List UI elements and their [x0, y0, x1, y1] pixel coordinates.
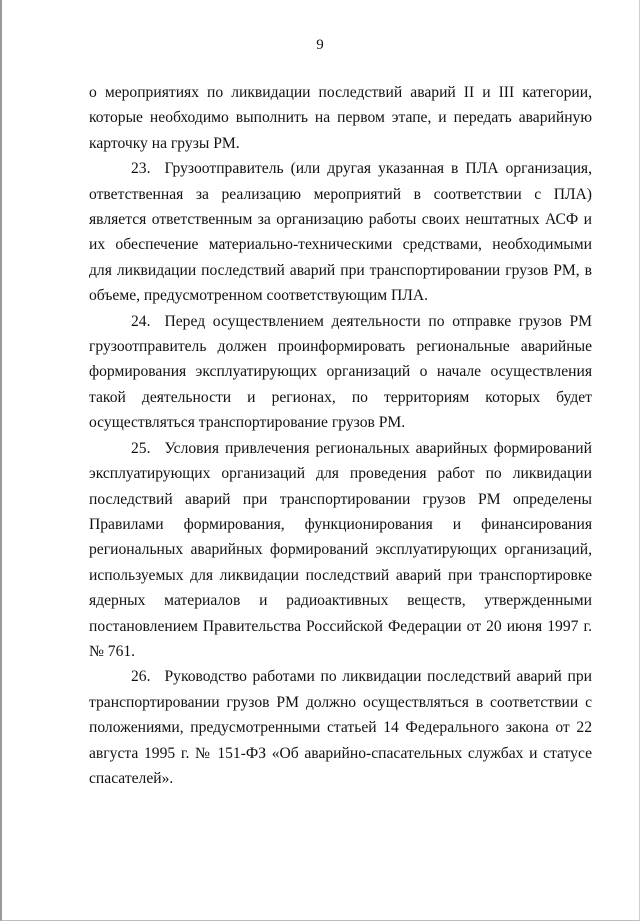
paragraph-26	[89, 664, 592, 791]
paragraph-number: 26.	[131, 668, 151, 686]
paragraph-number: 25.	[131, 439, 151, 457]
paragraph-23	[89, 156, 592, 308]
paragraph-number: 24.	[131, 312, 151, 330]
document-body	[89, 80, 592, 791]
paragraph-22-continuation	[89, 80, 592, 156]
paragraph-text: Перед осуществлением деятельности по отправке грузов РМ грузоотправитель должен проинформировать региональные аварийные формирования эксплуатирующих организаций о начале осуществления такой деятельности и регионах, по территориям которых будет осуществляться транспортирование грузов РМ.	[89, 312, 592, 432]
paragraph-text: Руководство работами по ликвидации последствий аварий при транспортировании грузов РМ должно осуществляться в соответствии с положениями, предусмотренными статьей 14 Федерального закона от 22 августа 1995 г. № 151-ФЗ «Об аварийно-спасательных службах и статусе спасателей».	[89, 668, 592, 787]
paragraph-text: о мероприятиях по ликвидации последствий аварий II и III категории, которые необходимо выполнить на первом этапе, и передать аварийную карточку на грузы РМ.	[89, 84, 592, 152]
paragraph-text: Условия привлечения региональных аварийных формирований эксплуатирующих организаций для проведения работ по ликвидации последствий аварий при транспортировании грузов РМ определены Правилами формирования, функционирования и финансирования региональных аварийных формирований эксплуатирующих организаций, используемых для ликвидации последствий аварий при транспортировке ядерных материалов и радиоактивных веществ, утвержденными постановлением Правительства Российской Федерации от 20 июня 1997 г. № 761.	[89, 439, 592, 660]
paragraph-text: Грузоотправитель (или другая указанная в ПЛА организация, ответственная за реализацию мероприятий в соответствии с ПЛА) является ответственным за организацию работы своих нештатных АСФ и их обеспечение материально-техническими средствами, необходимыми для ликвидации последствий аварий при транспортировании грузов РМ, в объеме, предусмотренном соответствующим ПЛА.	[89, 160, 592, 305]
paragraph-25	[89, 436, 592, 665]
paragraph-number: 23.	[131, 160, 151, 178]
page-number: 9	[316, 37, 324, 53]
paragraph-24	[89, 309, 592, 436]
